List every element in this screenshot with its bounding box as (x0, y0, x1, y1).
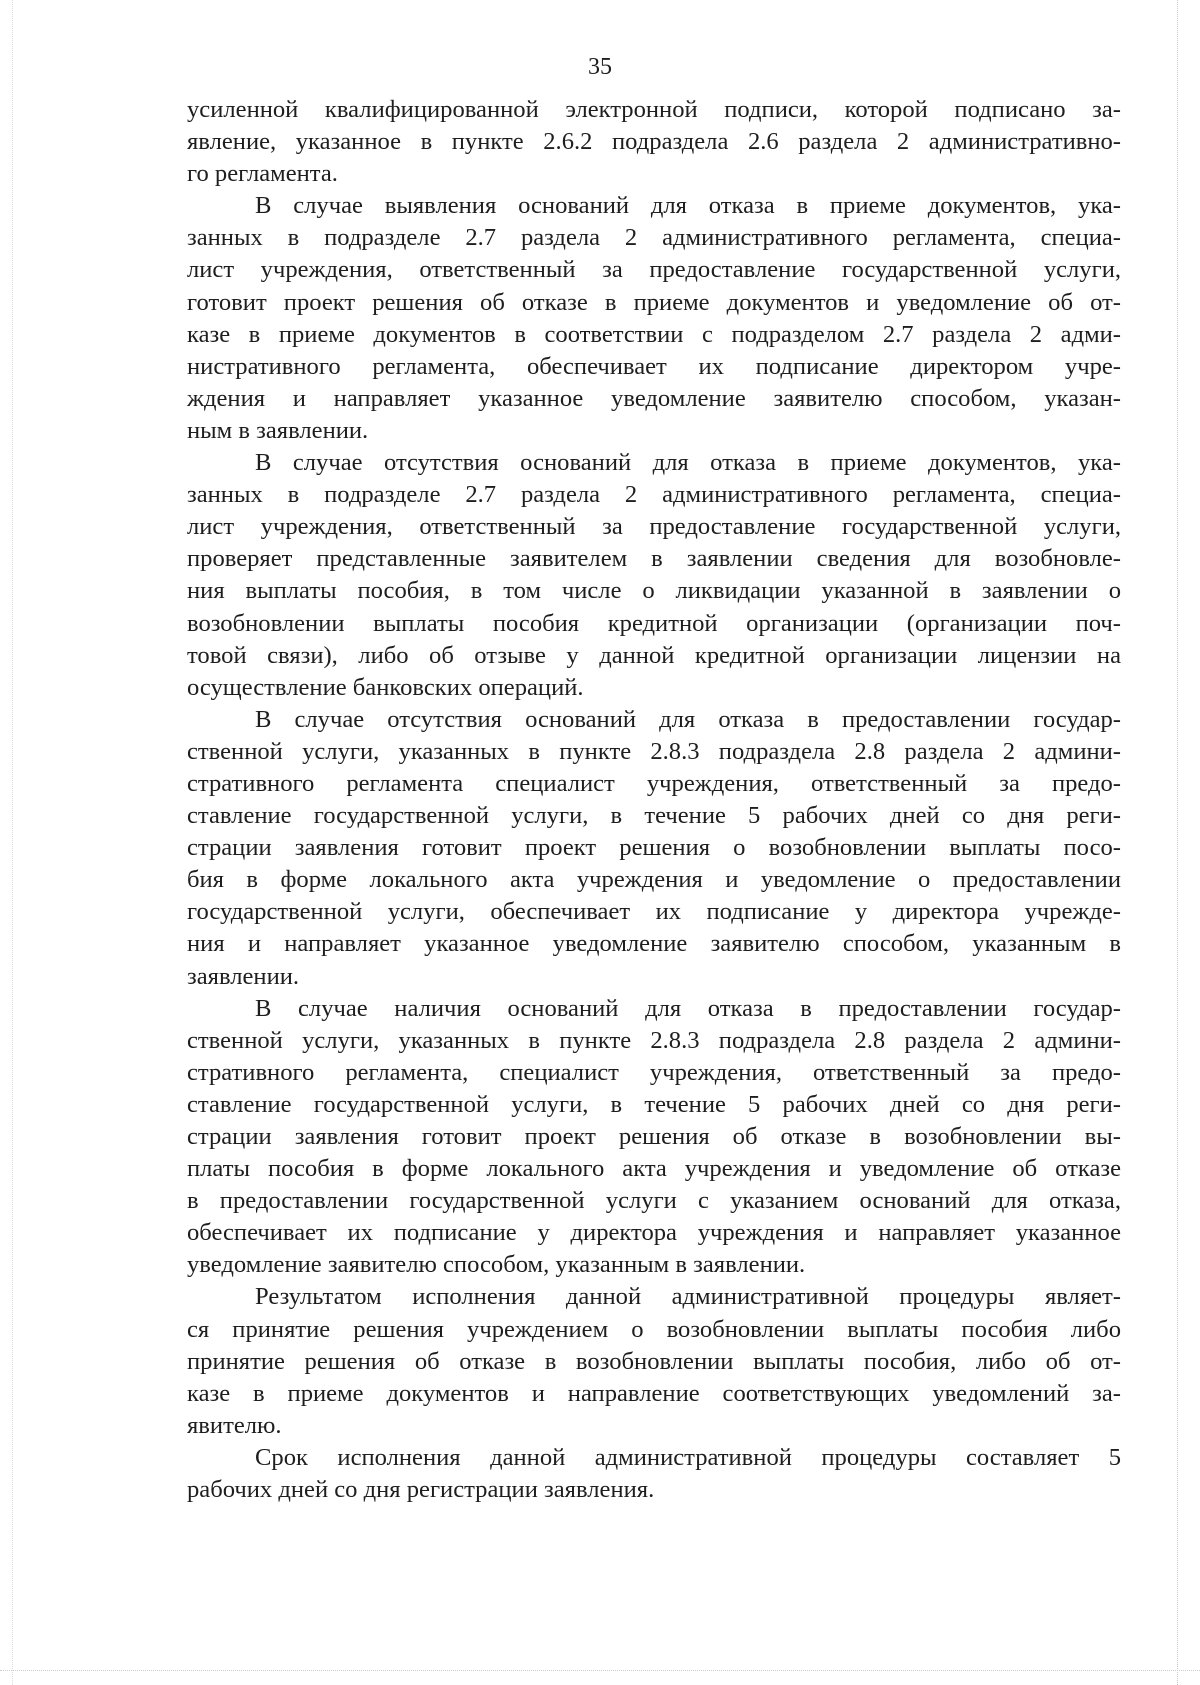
text-line: проверяет представленные заявителем в заявлении сведения для возобновле- (187, 545, 1121, 573)
text-line: принятие решения об отказе в возобновлении выплаты пособия, либо об от- (187, 1347, 1121, 1375)
text-line: занных в подразделе 2.7 раздела 2 административного регламента, специа- (187, 481, 1121, 509)
text-line: ным в заявлении. (187, 416, 369, 444)
text-line: страции заявления готовит проект решения об отказе в возобновлении вы- (187, 1123, 1121, 1150)
text-line: ся принятие решения учреждением о возобновлении выплаты пособия либо (187, 1315, 1121, 1343)
paragraph (187, 190, 1121, 447)
text-line: стративного регламента специалист учреждения, ответственный за предо- (187, 769, 1121, 797)
text-line: занных в подразделе 2.7 раздела 2 административного регламента, специа- (187, 224, 1121, 252)
document-body (187, 94, 1121, 1506)
text-line: ственной услуги, указанных в пункте 2.8.3 подраздела 2.8 раздела 2 админи- (187, 1026, 1121, 1054)
text-line: го регламента. (187, 160, 338, 188)
scan-edge-bottom (0, 1670, 1200, 1671)
text-line: ставление государственной услуги, в течение 5 рабочих дней со дня реги- (187, 1090, 1121, 1118)
text-line: уведомление заявителю способом, указанным в заявлении. (187, 1251, 806, 1279)
text-line: казе в приеме документов в соответствии с подразделом 2.7 раздела 2 адми- (187, 320, 1121, 348)
text-line: ставление государственной услуги, в течение 5 рабочих дней со дня реги- (187, 802, 1121, 830)
paragraph (187, 993, 1121, 1282)
text-line: осуществление банковских операций. (187, 673, 584, 701)
paragraph (187, 1281, 1121, 1441)
paragraph (187, 94, 1121, 190)
text-line: рабочих дней со дня регистрации заявления. (187, 1476, 655, 1504)
text-line: казе в приеме документов и направление соответствующих уведомлений за- (187, 1379, 1121, 1407)
text-line: страции заявления готовит проект решения о возобновлении выплаты посо- (187, 834, 1121, 862)
text-line: В случае отсутствия оснований для отказа в приеме документов, ука- (255, 449, 1121, 477)
text-line: стративного регламента, специалист учреждения, ответственный за предо- (187, 1058, 1121, 1086)
text-line: заявлении. (187, 962, 300, 990)
scan-edge-left (12, 0, 13, 1685)
paragraph (187, 447, 1121, 704)
text-line: явителю. (187, 1411, 282, 1439)
text-line: В случае наличия оснований для отказа в предоставлении государ- (255, 994, 1121, 1022)
text-line: обеспечивает их подписание у директора учреждения и направляет указанное (187, 1219, 1121, 1247)
text-line: В случае отсутствия оснований для отказа в предоставлении государ- (255, 705, 1121, 733)
text-line: ждения и направляет указанное уведомление заявителю способом, указан- (187, 384, 1121, 412)
text-line: товой связи), либо об отзыве у данной кредитной организации лицензии на (187, 641, 1121, 669)
page-number: 35 (588, 54, 612, 80)
text-line: лист учреждения, ответственный за предоставление государственной услуги, (187, 513, 1121, 541)
text-line: платы пособия в форме локального акта учреждения и уведомление об отказе (187, 1155, 1121, 1183)
scan-edge-right (1177, 0, 1178, 1685)
text-line: лист учреждения, ответственный за предоставление государственной услуги, (187, 256, 1121, 284)
text-line: Срок исполнения данной административной процедуры составляет 5 (255, 1443, 1121, 1471)
text-line: ния выплаты пособия, в том числе о ликвидации указанной в заявлении о (187, 577, 1121, 605)
text-line: В случае выявления оснований для отказа в приеме документов, ука- (255, 192, 1121, 220)
text-line: возобновлении выплаты пособия кредитной организации (организации поч- (187, 609, 1121, 637)
text-line: Результатом исполнения данной административной процедуры являет- (255, 1283, 1121, 1311)
text-line: готовит проект решения об отказе в приеме документов и уведомление об от- (187, 288, 1121, 316)
text-line: явление, указанное в пункте 2.6.2 подраздела 2.6 раздела 2 административно- (187, 128, 1121, 156)
text-line: усиленной квалифицированной электронной подписи, которой подписано за- (187, 96, 1121, 123)
paragraph (187, 1442, 1121, 1506)
paragraph (187, 704, 1121, 993)
text-line: ственной услуги, указанных в пункте 2.8.3 подраздела 2.8 раздела 2 админи- (187, 737, 1121, 765)
text-line: в предоставлении государственной услуги с указанием оснований для отказа, (187, 1187, 1121, 1215)
text-line: нистративного регламента, обеспечивает их подписание директором учре- (187, 352, 1121, 380)
text-line: ния и направляет указанное уведомление заявителю способом, указанным в (187, 930, 1121, 958)
text-line: государственной услуги, обеспечивает их подписание у директора учрежде- (187, 898, 1121, 926)
text-line: бия в форме локального акта учреждения и уведомление о предоставлении (187, 866, 1121, 894)
